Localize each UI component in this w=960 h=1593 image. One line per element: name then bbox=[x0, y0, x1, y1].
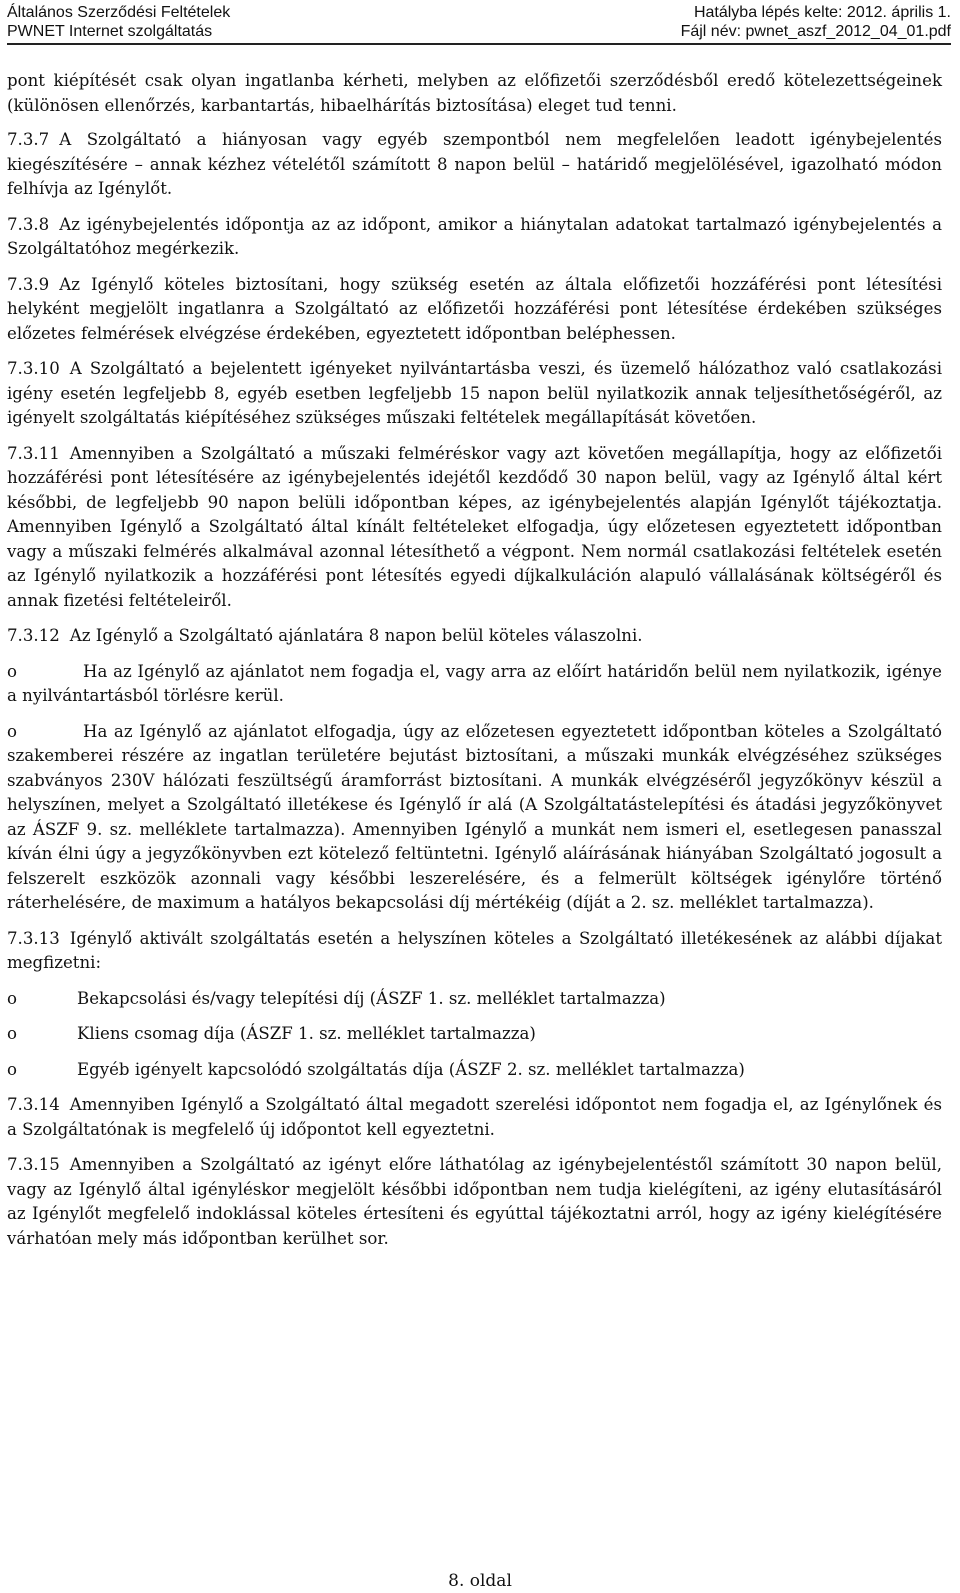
section-text: Igénylő aktivált szolgáltatás esetén a helyszínen köteles a Szolgáltató illetékesének az alábbi díjakat megfizetni: bbox=[7, 928, 942, 972]
document-body bbox=[7, 69, 942, 1262]
bullet-marker: o bbox=[7, 1024, 17, 1043]
file-name: Fájl név: pwnet_aszf_2012_04_01.pdf bbox=[680, 23, 951, 40]
header-left bbox=[7, 3, 230, 41]
section-7-3-8 bbox=[7, 213, 942, 262]
section-number: 7.3.13 bbox=[7, 928, 60, 948]
bullet-paragraph-accept bbox=[7, 720, 942, 916]
service-name: PWNET Internet szolgáltatás bbox=[7, 23, 213, 40]
paragraph-continuation: pont kiépítését csak olyan ingatlanba kérheti, melyben az előfizetői szerződésből eredő kötelezettségeinek (különösen ellenőrzés, karbantartás, hibaelhárítás biztosítása) eleget tud tenni. bbox=[7, 71, 942, 115]
section-7-3-15 bbox=[7, 1153, 942, 1251]
section-7-3-11 bbox=[7, 442, 942, 614]
section-text: Amennyiben a Szolgáltató a műszaki felméréskor vagy azt követően megállapítja, hogy az előfizetői hozzáférési pont létesítésére az igénybejelentés idejétől kezdődő 30 napon belül, vagy az Igénylő által kért későbbi, de legfeljebb 90 napon belüli időpontban képes, az igénybejelentés alapján Igénylőt tájékoztatja. Amennyiben Igénylő a Szolgáltató által kínált feltételeket elfogadja, úgy előzetesen egyeztetett időpontban vagy a műszaki felmérés alkalmával azonnal létesíthető a végpont. Nem normál csatlakozási feltételek esetén az Igénylő nyilatkozik a hozzáférési pont létesítés egyedi díjkalkuláción alapuló vállalásának költségéről és annak fizetési feltételeiről. bbox=[7, 443, 942, 610]
bullet-marker: o bbox=[7, 721, 17, 741]
bullet-marker: o bbox=[7, 988, 17, 1008]
header-right bbox=[681, 3, 951, 41]
fee-list-item bbox=[7, 1022, 942, 1047]
section-number: 7.3.11 bbox=[7, 443, 60, 463]
section-text: Amennyiben Igénylő a Szolgáltató által megadott szerelési időpontot nem fogadja el, az Igénylőnek és a Szolgáltatónak is megfelelő új időpontot kell egyeztetni. bbox=[7, 1095, 942, 1139]
effective-date: Hatályba lépés kelte: 2012. április 1. bbox=[693, 4, 951, 21]
document-title: Általános Szerződési Feltételek bbox=[7, 4, 231, 21]
section-7-3-9 bbox=[7, 273, 942, 347]
section-number: 7.3.15 bbox=[7, 1155, 60, 1174]
bullet-text: Ha az Igénylő az ajánlatot elfogadja, úgy az előzetesen egyeztetett időpontban köteles a Szolgáltató szakemberei részére az ingatlan területére bejutást biztosítani, a műszaki munkák elvégzéséhez szükséges szabványos 230V hálózati feszültségű áramforrást biztosítani. A munkák elvégzéséről jegyzőkönyv készül a helyszínen, melyet a Szolgáltató illetékese és Igénylő ír alá (A Szolgáltatástelepítési és átadási jegyzőkönyvet az ÁSZF 9. sz. melléklete tartalmazza). Amennyiben Igénylő a munkát nem ismeri el, esetlegesen panasszal kíván élni úgy a jegyzőkönyvben ezt kötelező feltüntetni. Igénylő aláírásának hiányában Szolgáltató jogosult a felszerelt eszközök azonnali vagy későbbi leszerelésére, és a felmerült költségek igénylőre történő ráterhelésére, de maximum a hatályos bekapcsolási díj mértékéig (díját a 2. sz. melléklet tartalmazza). bbox=[7, 721, 942, 912]
bullet-marker: o bbox=[7, 1059, 17, 1079]
section-text: A Szolgáltató a bejelentett igényeket nyilvántartásba veszi, és üzemelő hálózathoz való csatlakozási igény esetén legfeljebb 8, egyéb esetben legfeljebb 15 napon belül nyilatkozik annak teljesíthetőségéről, az igényelt szolgáltatás kiépítéséhez szükséges műszaki feltételek megállapítását követően. bbox=[7, 359, 942, 427]
section-text: Az Igénylő köteles biztosítani, hogy szükség esetén az általa előfizetői hozzáférési pont létesítési helyként megjelölt ingatlanra a Szolgáltató az előfizetői hozzáférési pont létesítése érdekében szükséges előzetes felmérések elvégzése érdekében, egyeztetett időpontban beléphessen. bbox=[7, 274, 942, 343]
section-number: 7.3.12 bbox=[7, 626, 60, 645]
section-number: 7.3.10 bbox=[7, 359, 60, 378]
section-7-3-13 bbox=[7, 927, 942, 976]
section-text: Az Igénylő a Szolgáltató ajánlatára 8 napon belül köteles válaszolni. bbox=[69, 626, 643, 645]
bullet-text: Ha az Igénylő az ajánlatot nem fogadja el, vagy arra az előírt határidőn belül nem nyilatkozik, igénye a nyilvántartásból törlésre kerül. bbox=[7, 661, 942, 705]
section-text: Amennyiben a Szolgáltató az igényt előre láthatólag az igénybejelentéstől számított 30 napon belül, vagy az Igénylő által igényléskor megjelölt későbbi időpontban nem tudja kielégíteni, az igény elutasításáról az Igénylőt megfelelő indoklással köteles értesíteni és egyúttal tájékoztatni arról, hogy az igény kielégítésére várhatóan mely más időpontban kerülhet sor. bbox=[7, 1155, 942, 1248]
section-text: A Szolgáltató a hiányosan vagy egyéb szempontból nem megfelelően leadott igénybejelentés kiegészítésére – annak kézhez vételétől számított 8 napon belül – határidő megjelölésével, igazolható módon felhívja az Igénylőt. bbox=[7, 130, 942, 198]
fee-list-item bbox=[7, 1058, 942, 1083]
page-header bbox=[7, 2, 951, 45]
section-7-3-10 bbox=[7, 357, 942, 431]
section-7-3-12 bbox=[7, 624, 942, 649]
section-text: Az igénybejelentés időpontja az az időpont, amikor a hiánytalan adatokat tartalmazó igénybejelentés a Szolgáltatóhoz megérkezik. bbox=[7, 214, 942, 258]
list-item-text: Bekapcsolási és/vagy telepítési díj (ÁSZF 1. sz. melléklet tartalmazza) bbox=[77, 988, 666, 1008]
section-7-3-7 bbox=[7, 128, 942, 202]
section-number: 7.3.7 bbox=[7, 130, 50, 149]
fee-list-item bbox=[7, 987, 942, 1012]
list-item-text: Egyéb igényelt kapcsolódó szolgáltatás díja (ÁSZF 2. sz. melléklet tartalmazza) bbox=[77, 1059, 745, 1079]
bullet-marker: o bbox=[7, 661, 17, 681]
section-number: 7.3.14 bbox=[7, 1095, 60, 1114]
page-number: 8. oldal bbox=[448, 1571, 512, 1591]
bullet-paragraph-reject bbox=[7, 660, 942, 709]
section-number: 7.3.8 bbox=[7, 214, 50, 234]
section-7-3-14 bbox=[7, 1093, 942, 1142]
section-number: 7.3.9 bbox=[7, 274, 50, 294]
list-item-text: Kliens csomag díja (ÁSZF 1. sz. melléklet tartalmazza) bbox=[77, 1024, 536, 1043]
